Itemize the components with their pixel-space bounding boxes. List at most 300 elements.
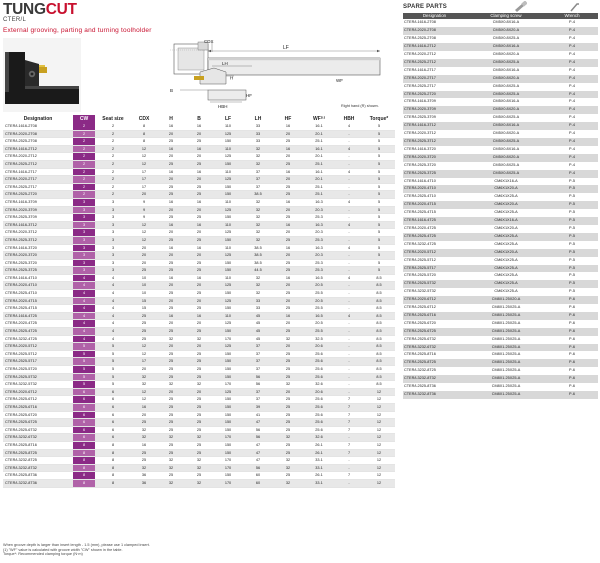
cell-designation: CTER/L2525-3T20	[3, 259, 73, 267]
cell-lh: 38.5	[243, 191, 273, 199]
cell-lh: 56	[243, 464, 273, 472]
cell-seat-size: 6	[95, 411, 131, 419]
cell-b: 25	[185, 403, 213, 411]
spare-cell-designation: CTER/L2525-8T25	[403, 359, 466, 367]
cell-lf: 125	[213, 153, 243, 161]
cell-wf: 25.6	[303, 366, 335, 374]
cell-h: 16	[157, 145, 185, 153]
cell-hf: 16	[273, 244, 303, 252]
cell-torque: 8.5	[363, 381, 395, 389]
cell-wf: 20.3	[303, 252, 335, 260]
cell-seat-size: 3	[95, 206, 131, 214]
cell-designation: CTER/L2525-5T32	[3, 373, 73, 381]
cell-cw: 2	[73, 176, 95, 184]
cell-seat-size: 8	[95, 472, 131, 480]
diagram-label-hf: HF	[246, 93, 252, 98]
cell-cw: 6	[73, 388, 95, 396]
spare-cell-clamping-screw: CM6X1X16-A	[466, 217, 546, 225]
cell-torque: 12	[363, 388, 395, 396]
table-row	[3, 198, 395, 206]
cell-lh: 45	[243, 312, 273, 320]
spare-cell-wrench: P-4	[546, 170, 598, 178]
cell-cw: 5	[73, 373, 95, 381]
cell-cdx: 25	[131, 267, 157, 275]
spare-cell-clamping-screw: CM5X0.8X20-A	[466, 75, 546, 83]
footnote-torque: Torque*: Recommended clamping torque (N·m)	[3, 552, 83, 557]
cell-wf: 25.6	[303, 396, 335, 404]
spare-cell-clamping-screw: CM8X1.25X25-A	[466, 328, 546, 336]
cell-cw: 5	[73, 350, 95, 358]
cell-cdx: 9	[131, 198, 157, 206]
cell-cw: 5	[73, 358, 95, 366]
cell-wf: 26.1	[303, 441, 335, 449]
spare-cell-designation: CTER/L1616-2T08	[404, 20, 436, 25]
cell-hbh: -	[335, 236, 363, 244]
cell-cw: 8	[73, 464, 95, 472]
cell-b: 25	[185, 449, 213, 457]
cell-lf: 125	[213, 343, 243, 351]
cell-b: 25	[185, 191, 213, 199]
cell-cw: 4	[73, 274, 95, 282]
spare-cell-clamping-screw: CM6X1X25-A	[466, 233, 546, 241]
cell-wf: 20.3	[303, 206, 335, 214]
spare-cell-clamping-screw: CM8X1.25X25-A	[466, 344, 546, 352]
cell-hbh: -	[335, 282, 363, 290]
cell-wf: 33.1	[303, 464, 335, 472]
cell-h: 25	[157, 358, 185, 366]
cell-h: 16	[157, 123, 185, 130]
cell-seat-size: 8	[95, 457, 131, 465]
cell-hbh: 7	[335, 419, 363, 427]
cell-b: 25	[185, 411, 213, 419]
diagram-label-cdx: CDX	[204, 39, 214, 44]
cell-seat-size: 3	[95, 221, 131, 229]
cell-lf: 150	[213, 449, 243, 457]
cell-cdx: 36	[131, 479, 157, 487]
spare-table-row	[403, 35, 598, 43]
cell-lh: 45	[243, 335, 273, 343]
cell-cdx: 12	[131, 160, 157, 168]
cell-h: 25	[157, 373, 185, 381]
header-b: B	[185, 115, 213, 123]
cell-seat-size: 6	[95, 426, 131, 434]
spare-table-row	[403, 304, 598, 312]
cell-hbh: -	[335, 191, 363, 199]
cell-cdx: 10	[131, 282, 157, 290]
cell-torque: 8.5	[363, 350, 395, 358]
spare-cell-clamping-screw: CM5X0.8X25-A	[466, 138, 546, 146]
cell-hbh: 7	[335, 396, 363, 404]
cell-b: 20	[185, 343, 213, 351]
cell-seat-size: 6	[95, 434, 131, 442]
cell-h: 16	[157, 221, 185, 229]
table-row	[3, 160, 395, 168]
spare-cell-designation: CTER/L2525-6T20	[404, 320, 436, 325]
diagram-label-b: B	[170, 88, 174, 93]
cell-b: 25	[185, 373, 213, 381]
spare-cell-wrench: P-5	[546, 233, 598, 241]
spare-cell-clamping-screw: CM8X1.25X25-A	[491, 384, 521, 389]
cell-designation: CTER/L3232-8T36	[3, 479, 73, 487]
spare-cell-clamping-screw: CM5X0.8X20-A	[492, 52, 520, 57]
spare-table-row	[403, 241, 598, 249]
brand-logo-part2: CUT	[45, 1, 77, 18]
cell-designation: CTER/L2525-4T25	[3, 328, 73, 336]
cell-h: 25	[157, 183, 185, 191]
cell-lh: 32	[243, 236, 273, 244]
spare-cell-clamping-screw: CM6X1X20-A	[466, 201, 546, 209]
toolholder-table	[3, 115, 395, 488]
cell-designation: CTER/L2525-6T16	[3, 403, 73, 411]
table-row	[3, 441, 395, 449]
cell-torque: 8.5	[363, 290, 395, 298]
cell-seat-size: 4	[95, 328, 131, 336]
spare-table-row	[403, 170, 598, 178]
cell-seat-size: 5	[95, 358, 131, 366]
cell-h: 25	[157, 259, 185, 267]
cell-seat-size: 2	[95, 130, 131, 138]
cell-torque: 5	[363, 160, 395, 168]
cell-cw: 3	[73, 214, 95, 222]
cell-hbh: -	[335, 343, 363, 351]
cell-b: 25	[185, 328, 213, 336]
cell-cw: 4	[73, 282, 95, 290]
cell-hf: 32	[273, 434, 303, 442]
table-row	[3, 267, 395, 275]
spare-cell-wrench: P-4	[569, 115, 575, 120]
cell-hbh: 7	[335, 472, 363, 480]
cell-designation: CTER/L2525-4T10	[3, 290, 73, 298]
spare-cell-designation: CTER/L2525-2T12	[403, 59, 466, 67]
spare-cell-clamping-screw: CM8X1.25X20-A	[466, 296, 546, 304]
spare-table-row	[403, 146, 598, 154]
screw-icon	[513, 1, 527, 13]
spare-table-row	[403, 185, 598, 193]
cell-designation: CTER/L2525-5T17	[3, 358, 73, 366]
spare-cell-designation: CTER/L3232-4T25	[404, 241, 436, 246]
cell-wf: 25.3	[303, 267, 335, 275]
cell-hf: 25	[273, 411, 303, 419]
cell-designation: CTER/L3232-6T32	[3, 434, 73, 442]
table-row	[3, 366, 395, 374]
cell-seat-size: 4	[95, 290, 131, 298]
spare-cell-clamping-screw: CM6X1X16-A	[494, 178, 518, 183]
cell-cw: 4	[73, 290, 95, 298]
cell-seat-size: 3	[95, 214, 131, 222]
cell-b: 25	[185, 472, 213, 480]
spare-table-row	[403, 336, 598, 344]
cell-b: 20	[185, 282, 213, 290]
table-row	[3, 183, 395, 191]
cell-hf: 20	[273, 153, 303, 161]
cell-hbh: -	[335, 328, 363, 336]
cell-wf: 16.3	[303, 244, 335, 252]
cell-wf: 20.1	[303, 153, 335, 161]
spare-cell-wrench: P-4	[546, 106, 598, 114]
table-row	[3, 403, 395, 411]
cell-wf: 25.6	[303, 358, 335, 366]
cell-wf: 20.6	[303, 343, 335, 351]
spare-cell-clamping-screw: CM8X1.25X25-A	[491, 368, 521, 373]
cell-hf: 25	[273, 259, 303, 267]
cell-lh: 32	[243, 290, 273, 298]
cell-hf: 20	[273, 229, 303, 237]
spare-cell-wrench: P-4	[546, 91, 598, 99]
cell-h: 25	[157, 419, 185, 427]
spare-cell-designation: CTER/L1616-3T12	[403, 122, 466, 130]
cell-torque: 5	[363, 153, 395, 161]
cell-hf: 25	[273, 236, 303, 244]
cell-h: 20	[157, 320, 185, 328]
cell-cdx: 32	[131, 373, 157, 381]
cell-seat-size: 8	[95, 464, 131, 472]
table-row	[3, 191, 395, 199]
cell-lf: 150	[213, 419, 243, 427]
cell-b: 16	[185, 145, 213, 153]
cell-designation: CTER/L2020-3T12	[3, 229, 73, 237]
spare-cell-designation: CTER/L2020-2T17	[403, 75, 466, 83]
cell-designation: CTER/L2020-2T08	[3, 130, 73, 138]
cell-cw: 3	[73, 259, 95, 267]
cell-cw: 3	[73, 206, 95, 214]
cell-lh: 37	[243, 366, 273, 374]
cell-torque: 5	[363, 176, 395, 184]
cell-h: 20	[157, 343, 185, 351]
cell-cdx: 9	[131, 214, 157, 222]
cell-hbh: -	[335, 160, 363, 168]
spare-cell-designation: CTER/L2020-2T08	[403, 27, 466, 35]
cell-lf: 125	[213, 206, 243, 214]
cell-lf: 125	[213, 252, 243, 260]
cell-lh: 32	[243, 214, 273, 222]
spare-cell-wrench: P-4	[569, 36, 575, 41]
spare-table-row	[403, 217, 598, 225]
spare-cell-clamping-screw: CM5X0.8X16-A	[492, 67, 520, 72]
spare-cell-designation: CTER/L2525-2T20	[403, 91, 466, 99]
cell-hbh: 4	[335, 168, 363, 176]
spare-cell-wrench: P-6	[569, 320, 575, 325]
table-row	[3, 123, 395, 130]
cell-hbh: -	[335, 130, 363, 138]
cell-cw: 2	[73, 168, 95, 176]
table-row	[3, 130, 395, 138]
cell-lf: 170	[213, 381, 243, 389]
cell-designation: CTER/L1616-3T20	[3, 244, 73, 252]
spare-cell-clamping-screw: CM8X1.25X25-A	[466, 375, 546, 383]
spare-cell-designation: CTER/L1616-4T25	[403, 217, 466, 225]
table-row	[3, 290, 395, 298]
cell-torque: 5	[363, 252, 395, 260]
cell-lh: 33	[243, 138, 273, 146]
cell-lf: 110	[213, 312, 243, 320]
spare-cell-designation: CTER/L3232-8T32	[403, 375, 466, 383]
spare-cell-wrench: P-5	[569, 210, 575, 215]
cell-wf: 16.3	[303, 198, 335, 206]
spare-table-row	[403, 114, 598, 122]
cell-cdx: 20	[131, 366, 157, 374]
cell-cw: 3	[73, 252, 95, 260]
cell-lf: 110	[213, 244, 243, 252]
spare-table-row	[403, 225, 598, 233]
spare-cell-clamping-screw: CM5X0.8X25-A	[492, 162, 520, 167]
cell-torque: 12	[363, 403, 395, 411]
cell-cw: 4	[73, 335, 95, 343]
spare-cell-designation: CTER/L2020-3T09	[403, 106, 466, 114]
spare-cell-designation: CTER/L2525-5T12	[404, 257, 436, 262]
cell-cw: 8	[73, 472, 95, 480]
spare-cell-wrench: P-4	[569, 131, 575, 136]
cell-lf: 150	[213, 267, 243, 275]
spare-cell-designation: CTER/L3232-8T36	[403, 391, 466, 399]
cell-cdx: 12	[131, 236, 157, 244]
cell-hf: 16	[273, 221, 303, 229]
spare-cell-wrench: P-6	[569, 352, 575, 357]
spare-cell-clamping-screw: CM5X0.8X25-A	[466, 59, 546, 67]
cell-seat-size: 2	[95, 176, 131, 184]
cell-torque: 8.5	[363, 328, 395, 336]
spare-cell-wrench: P-4	[569, 99, 575, 104]
cell-cw: 3	[73, 244, 95, 252]
cell-designation: CTER/L1616-2T12	[3, 145, 73, 153]
header-seat-size: Seat size	[95, 115, 131, 123]
cell-lf: 150	[213, 138, 243, 146]
cell-seat-size: 6	[95, 388, 131, 396]
table-row	[3, 229, 395, 237]
spare-cell-wrench: P-5	[546, 185, 598, 193]
cell-hf: 16	[273, 312, 303, 320]
cell-torque: 8.5	[363, 274, 395, 282]
cell-hbh: 7	[335, 449, 363, 457]
spare-cell-wrench: P-5	[569, 225, 575, 230]
cell-wf: 25.3	[303, 236, 335, 244]
spare-cell-designation: CTER/L2525-3T09	[404, 115, 436, 120]
table-row	[3, 328, 395, 336]
cell-seat-size: 2	[95, 138, 131, 146]
cell-cdx: 17	[131, 358, 157, 366]
cell-cdx: 20	[131, 244, 157, 252]
cell-seat-size: 5	[95, 343, 131, 351]
cell-designation: CTER/L2020-5T12	[3, 343, 73, 351]
spare-table-row	[403, 344, 598, 352]
cell-designation: CTER/L3232-4T25	[3, 335, 73, 343]
cell-designation: CTER/L2525-6T25	[3, 419, 73, 427]
cell-designation: CTER/L2525-2T20	[3, 191, 73, 199]
cell-wf: 20.1	[303, 176, 335, 184]
spare-parts-title: SPARE PARTS	[403, 4, 447, 10]
cell-cdx: 15	[131, 297, 157, 305]
spare-cell-wrench: P-5	[546, 280, 598, 288]
cell-seat-size: 4	[95, 320, 131, 328]
spare-cell-designation: CTER/L2525-3T12	[403, 138, 466, 146]
cell-lf: 125	[213, 297, 243, 305]
cell-wf: 25.1	[303, 183, 335, 191]
cell-lh: 37	[243, 168, 273, 176]
cell-h: 20	[157, 206, 185, 214]
cell-designation: CTER/L1616-4T25	[3, 312, 73, 320]
table-row	[3, 388, 395, 396]
spare-table-row	[403, 312, 598, 320]
right-hand-note: Right hand (R) shown.	[341, 104, 379, 108]
spare-cell-clamping-screw: CM5X0.8X20-A	[466, 154, 546, 162]
cell-lf: 110	[213, 198, 243, 206]
table-row	[3, 358, 395, 366]
cell-cw: 6	[73, 411, 95, 419]
cell-cdx: 12	[131, 343, 157, 351]
cell-lh: 32	[243, 221, 273, 229]
cell-cw: 2	[73, 138, 95, 146]
cell-torque: 5	[363, 130, 395, 138]
cell-lh: 38.5	[243, 259, 273, 267]
table-row	[3, 434, 395, 442]
spare-cell-designation: CTER/L3232-5T32	[404, 289, 436, 294]
cell-b: 20	[185, 297, 213, 305]
spare-cell-clamping-screw: CM6X1X25-A	[466, 265, 546, 273]
cell-torque: 8.5	[363, 373, 395, 381]
spare-cell-clamping-screw: CM6X1X25-A	[466, 280, 546, 288]
spare-cell-designation: CTER/L2525-4T25	[403, 233, 466, 241]
cell-hbh: 4	[335, 221, 363, 229]
spare-cell-designation: CTER/L2525-5T20	[404, 273, 436, 278]
cell-h: 20	[157, 282, 185, 290]
cell-h: 20	[157, 297, 185, 305]
cell-lf: 150	[213, 183, 243, 191]
cell-h: 32	[157, 457, 185, 465]
table-row	[3, 426, 395, 434]
spare-cell-designation: CTER/L2020-2T12	[404, 52, 436, 57]
cell-lf: 170	[213, 479, 243, 487]
cell-hf: 25	[273, 328, 303, 336]
cell-designation: CTER/L2525-6T20	[3, 411, 73, 419]
cell-lf: 150	[213, 191, 243, 199]
cell-designation: CTER/L2020-3T09	[3, 206, 73, 214]
cell-wf: 20.5	[303, 320, 335, 328]
table-body	[3, 123, 395, 487]
cell-cdx: 12	[131, 396, 157, 404]
spare-cell-wrench: P-6	[546, 391, 598, 399]
cell-b: 16	[185, 198, 213, 206]
cell-lf: 170	[213, 457, 243, 465]
cell-hbh: -	[335, 305, 363, 313]
cell-seat-size: 4	[95, 312, 131, 320]
cell-seat-size: 4	[95, 335, 131, 343]
spare-cell-designation: CTER/L1616-2T17	[404, 67, 436, 72]
cell-cdx: 12	[131, 229, 157, 237]
table-row	[3, 419, 395, 427]
spare-cell-clamping-screw: CM5X0.8X25-A	[492, 36, 520, 41]
cell-hbh: 4	[335, 123, 363, 130]
cell-hf: 16	[273, 198, 303, 206]
cell-wf: 16.1	[303, 168, 335, 176]
cell-seat-size: 3	[95, 244, 131, 252]
cell-hf: 32	[273, 479, 303, 487]
table-row	[3, 259, 395, 267]
spare-table-row	[403, 272, 598, 280]
cell-cdx: 16	[131, 441, 157, 449]
cell-wf: 25.6	[303, 373, 335, 381]
cell-cdx: 20	[131, 252, 157, 260]
cell-hf: 25	[273, 358, 303, 366]
spare-cell-designation: CTER/L2020-3T20	[403, 154, 466, 162]
cell-lf: 150	[213, 328, 243, 336]
spare-cell-clamping-screw: CM6X1X25-A	[494, 241, 518, 246]
spare-cell-designation: CTER/L2525-2T08	[404, 36, 436, 41]
spare-cell-designation: CTER/L2020-3T12	[404, 131, 436, 136]
spare-cell-designation: CTER/L2020-6T12	[403, 296, 466, 304]
cell-designation: CTER/L1616-2T08	[3, 123, 73, 130]
cell-designation: CTER/L2525-8T25	[3, 449, 73, 457]
cell-cw: 5	[73, 381, 95, 389]
cell-torque: 5	[363, 221, 395, 229]
